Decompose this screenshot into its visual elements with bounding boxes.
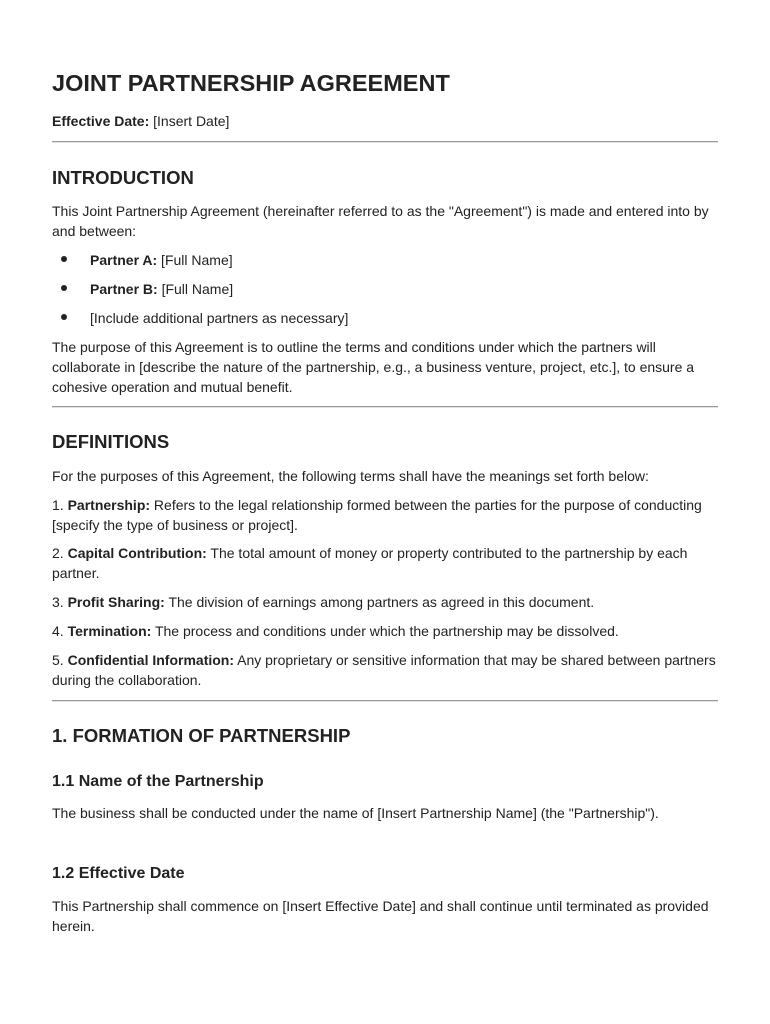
list-item: [52, 279, 348, 308]
definition-text: The process and conditions under which the partnership may be dissolved.: [151, 623, 619, 639]
effective-date-text: This Partnership shall commence on [Insert Effective Date] and shall continue until terminated as provided herein.: [52, 898, 709, 934]
section-divider: [52, 700, 718, 702]
definition-term: Profit Sharing:: [67, 594, 165, 610]
partner-label: Partner B:: [90, 281, 158, 297]
effective-date-line: [52, 113, 229, 129]
partner-value: [Full Name]: [157, 252, 233, 268]
effective-date-value: [Insert Date]: [149, 113, 230, 129]
definition-term: Confidential Information:: [67, 652, 235, 668]
formation-heading: 1. FORMATION OF PARTNERSHIP: [52, 725, 351, 746]
definition-term: Partnership:: [67, 497, 151, 513]
purpose-text: The purpose of this Agreement is to outline the terms and conditions under which the partners will collaborate in [describe the nature of the partnership, e.g., a business venture, project, etc.], to ensure a cohesive operation and mutual benefit.: [52, 339, 695, 395]
partners-list: [52, 250, 348, 337]
definitions-heading: DEFINITIONS: [52, 431, 170, 452]
definition-text: Any proprietary or sensitive information that may be shared between partners during the collaboration.: [52, 652, 716, 688]
definition-term: Termination:: [67, 623, 152, 639]
definition-number: 3.: [52, 594, 68, 610]
effective-date-label: Effective Date:: [52, 113, 150, 129]
partner-value: [Full Name]: [157, 281, 234, 297]
definition-text: The division of earnings among partners as agreed in this document.: [164, 594, 595, 610]
definition-item: [52, 650, 720, 690]
section-divider: [52, 141, 718, 143]
partner-value: [Include additional partners as necessary]: [90, 310, 349, 326]
definition-number: 4.: [52, 623, 68, 639]
introduction-heading: INTRODUCTION: [52, 167, 194, 188]
definition-item: [52, 495, 720, 535]
definition-number: 1.: [52, 497, 68, 513]
definition-number: 5.: [52, 652, 68, 668]
partnership-name-heading: 1.1 Name of the Partnership: [52, 773, 264, 790]
list-item: [52, 308, 348, 337]
section-divider: [52, 406, 718, 408]
partner-label: Partner A:: [90, 252, 158, 268]
document-title: JOINT PARTNERSHIP AGREEMENT: [52, 70, 450, 96]
definition-number: 2.: [52, 545, 68, 561]
definitions-intro: For the purposes of this Agreement, the following terms shall have the meanings set forth below:: [52, 468, 649, 484]
bullet-icon: [61, 285, 67, 291]
bullet-icon: [61, 256, 67, 262]
definition-text: The total amount of money or property contributed to the partnership by each partner.: [52, 545, 688, 581]
definition-item: [52, 543, 720, 583]
partnership-name-text: The business shall be conducted under the name of [Insert Partnership Name] (the "Partnership").: [52, 805, 659, 821]
definition-term: Capital Contribution:: [67, 545, 207, 561]
definition-text: Refers to the legal relationship formed between the parties for the purpose of conducting [specify the type of business or project].: [52, 497, 702, 533]
effective-date-heading: 1.2 Effective Date: [52, 865, 185, 882]
bullet-icon: [61, 314, 67, 320]
definition-item: [52, 592, 720, 612]
list-item: [52, 250, 348, 279]
introduction-text: This Joint Partnership Agreement (hereinafter referred to as the "Agreement") is made and entered into by and between:: [52, 203, 709, 239]
definition-item: [52, 621, 720, 641]
